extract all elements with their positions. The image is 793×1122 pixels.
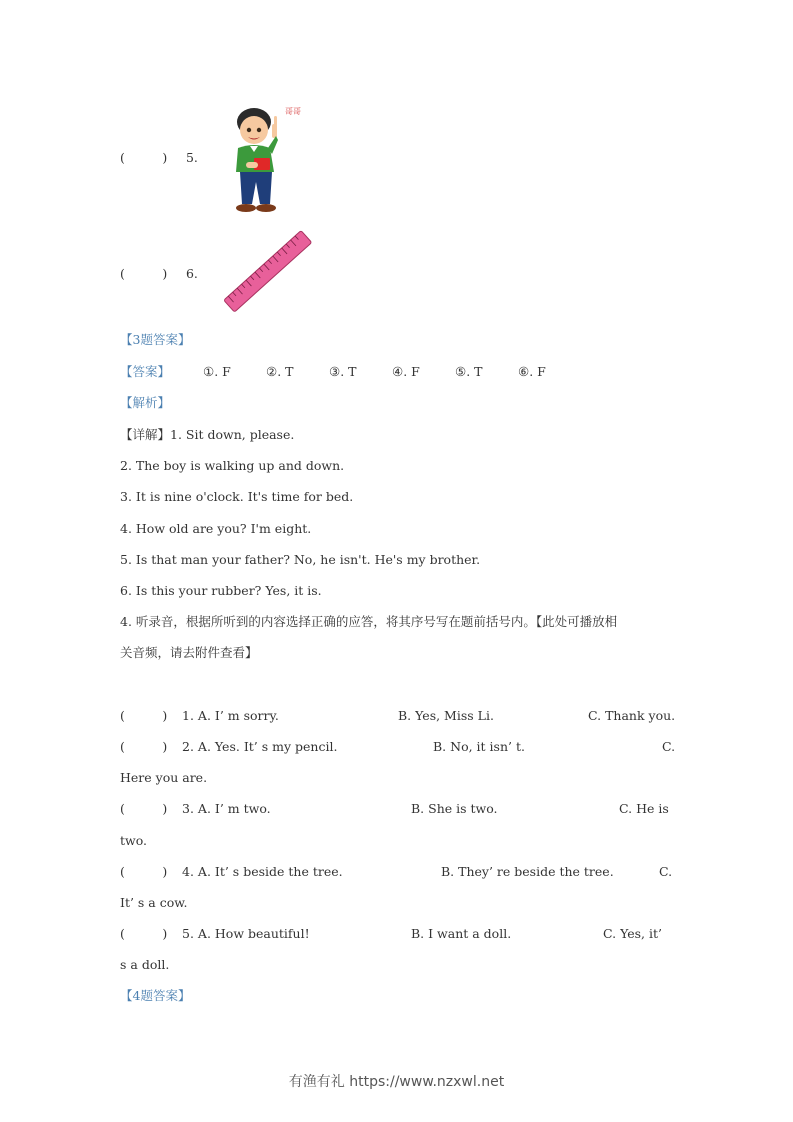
item-number: 6.	[185, 266, 198, 281]
answer-paren: ( )	[120, 266, 168, 281]
answer-item: ③. T	[329, 364, 357, 379]
answer-label: 【答案】	[120, 364, 171, 379]
option-c-wrap: Here you are.	[120, 770, 208, 785]
boy-image	[228, 104, 288, 216]
q4-answer-header: 【4题答案】	[120, 988, 191, 1003]
answer-item: ⑥. F	[518, 364, 546, 379]
answer-paren: ( )	[120, 708, 168, 723]
q4-item-5	[120, 926, 310, 942]
item-number: 5.	[185, 150, 198, 165]
item-number: 2.	[182, 739, 194, 754]
q4-item-4	[120, 864, 343, 880]
item-number: 1.	[182, 708, 194, 723]
option-a: A. How beautiful!	[197, 926, 310, 941]
option-a: A. I’ m sorry.	[197, 708, 279, 723]
q4-item-2	[120, 739, 337, 755]
q4-item-3	[120, 801, 271, 817]
answer-paren: ( )	[120, 864, 168, 879]
option-c: C. He is	[619, 801, 669, 816]
boy-pointing-icon	[228, 104, 288, 216]
picture-item-6	[120, 266, 198, 282]
picture-item-5	[120, 150, 198, 166]
option-c: C.	[662, 739, 676, 754]
q4-instruction-line-1: 4. 听录音，根据所听到的内容选择正确的应答，将其序号写在题前括号内。【此处可播放相	[120, 614, 618, 629]
detail-line-6: 6. Is this your rubber? Yes, it is.	[120, 583, 322, 598]
option-b: B. No, it isn’ t.	[433, 739, 525, 754]
image-caption-brother: 哥哥	[285, 107, 301, 116]
q3-answer-header: 【3题答案】	[120, 332, 191, 347]
detail-line-4: 4. How old are you? I'm eight.	[120, 521, 312, 536]
answer-item: ④. F	[392, 364, 420, 379]
option-b: B. They’ re beside the tree.	[441, 864, 614, 879]
footer-watermark: 有渔有礼 https://www.nzxwl.net	[288, 1074, 505, 1090]
answer-item: ②. T	[266, 364, 294, 379]
detail-line-2: 2. The boy is walking up and down.	[120, 458, 345, 473]
option-c: C. Thank you.	[588, 708, 676, 723]
option-a: A. It’ s beside the tree.	[197, 864, 343, 879]
ruler-icon	[220, 226, 315, 318]
item-number: 3.	[182, 801, 194, 816]
option-a: A. I’ m two.	[197, 801, 271, 816]
answer-item: ⑤. T	[455, 364, 483, 379]
detail-line-3: 3. It is nine o'clock. It's time for bed.	[120, 489, 354, 504]
option-c-wrap: s a doll.	[120, 957, 170, 972]
option-b: B. I want a doll.	[411, 926, 512, 941]
option-c: C.	[659, 864, 673, 879]
detail-label: 【详解】	[120, 427, 171, 442]
item-number: 5.	[182, 926, 194, 941]
detail-line-5: 5. Is that man your father? No, he isn't. He's my brother.	[120, 552, 481, 567]
item-number: 4.	[182, 864, 194, 879]
option-c-wrap: two.	[120, 833, 148, 848]
ruler-image	[220, 226, 315, 318]
q4-instruction-line-2: 关音频，请去附件查看】	[120, 645, 258, 660]
option-c: C. Yes, it’	[603, 926, 662, 941]
answer-paren: ( )	[120, 801, 168, 816]
option-b: B. She is two.	[411, 801, 498, 816]
analysis-label: 【解析】	[120, 395, 171, 410]
answer-item: ①. F	[203, 364, 231, 379]
option-a: A. Yes. It’ s my pencil.	[197, 739, 338, 754]
answer-paren: ( )	[120, 926, 168, 941]
q4-item-1	[120, 708, 279, 724]
option-c-wrap: It’ s a cow.	[120, 895, 188, 910]
answer-paren: ( )	[120, 150, 168, 165]
answer-paren: ( )	[120, 739, 168, 754]
option-b: B. Yes, Miss Li.	[398, 708, 494, 723]
detail-line-1	[120, 427, 294, 443]
detail-text: 1. Sit down, please.	[170, 427, 295, 442]
